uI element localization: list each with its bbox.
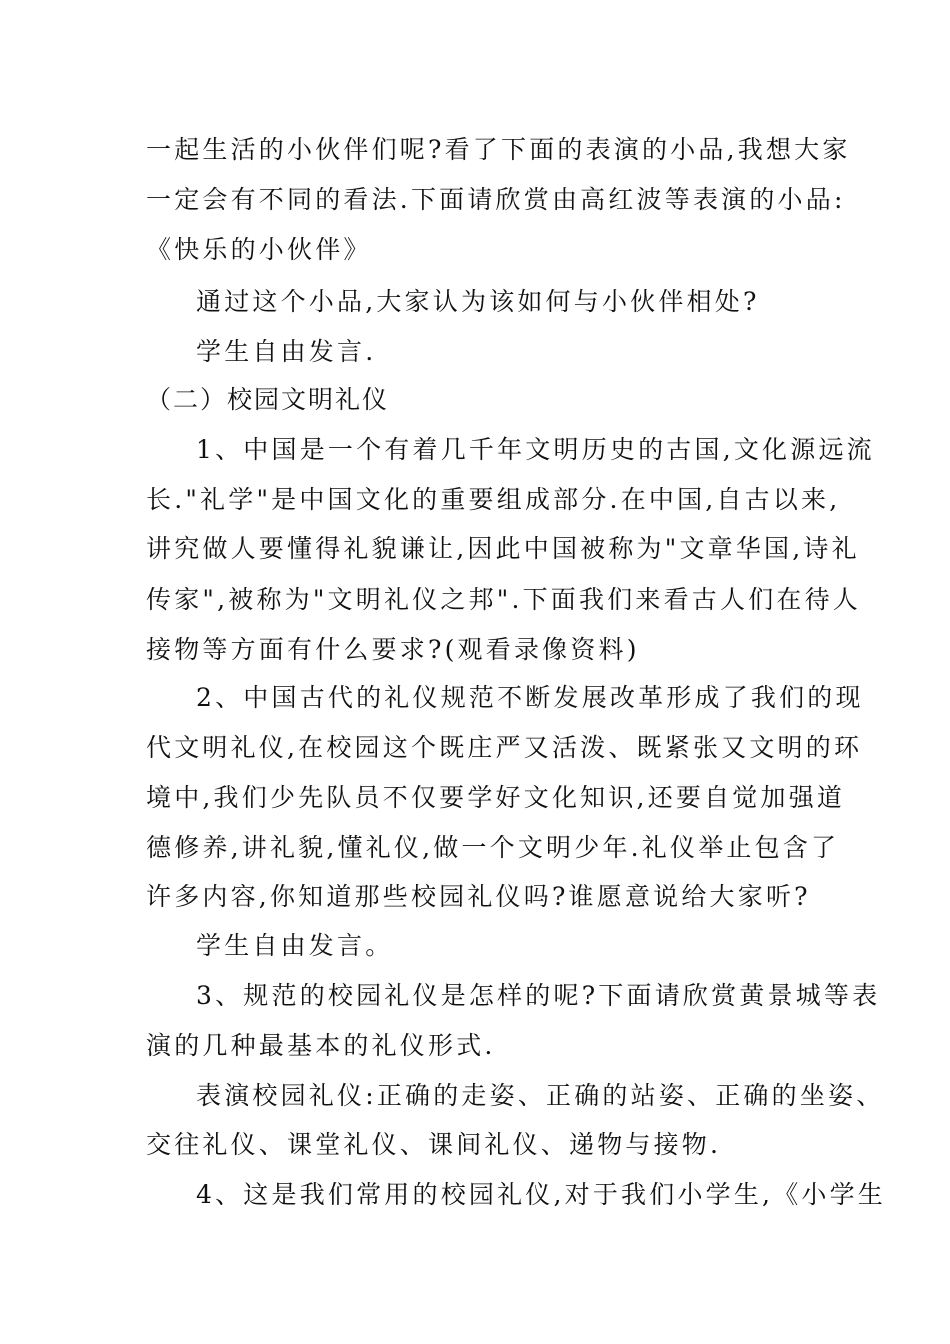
text-line: 演的几种最基本的礼仪形式. <box>146 1031 496 1060</box>
text-line: 境中,我们少先队员不仅要学好文化知识,还要自觉加强道 <box>146 783 846 812</box>
text-line: 传家",被称为"文明礼仪之邦".下面我们来看古人们在待人 <box>146 585 861 614</box>
text-line: 德修养,讲礼貌,懂礼仪,做一个文明少年.礼仪举止包含了 <box>146 833 840 862</box>
text-line: 长."礼学"是中国文化的重要组成部分.在中国,自古以来, <box>146 485 841 514</box>
text-line: 3、规范的校园礼仪是怎样的呢?下面请欣赏黄景城等表 <box>196 981 881 1010</box>
text-line: 许多内容,你知道那些校园礼仪吗?谁愿意说给大家听? <box>146 882 811 911</box>
text-line: 4、这是我们常用的校园礼仪,对于我们小学生,《小学生 <box>196 1180 887 1209</box>
text-line: 2、中国古代的礼仪规范不断发展改革形成了我们的现 <box>196 683 864 712</box>
text-line: 通过这个小品,大家认为该如何与小伙伴相处? <box>196 287 760 316</box>
text-line: 学生自由发言. <box>196 337 377 366</box>
text-line: 代文明礼仪,在校园这个既庄严又活泼、既紧张又文明的环 <box>146 733 863 762</box>
text-line: 一起生活的小伙伴们呢?看了下面的表演的小品,我想大家 <box>146 135 851 164</box>
section-heading: （二）校园文明礼仪 <box>146 385 390 414</box>
text-line: 接物等方面有什么要求?(观看录像资料) <box>146 635 640 664</box>
text-line: 《快乐的小伙伴》 <box>146 235 372 264</box>
text-line: 讲究做人要懂得礼貌谦让,因此中国被称为"文章华国,诗礼 <box>146 534 860 563</box>
text-line: 1、中国是一个有着几千年文明历史的古国,文化源远流 <box>196 435 875 464</box>
text-line: 表演校园礼仪:正确的走姿、正确的站姿、正确的坐姿、 <box>196 1081 885 1110</box>
text-line: 一定会有不同的看法.下面请欣赏由高红波等表演的小品: <box>146 185 846 214</box>
text-line: 学生自由发言。 <box>196 931 394 960</box>
text-line: 交往礼仪、课堂礼仪、课间礼仪、递物与接物. <box>146 1130 722 1159</box>
